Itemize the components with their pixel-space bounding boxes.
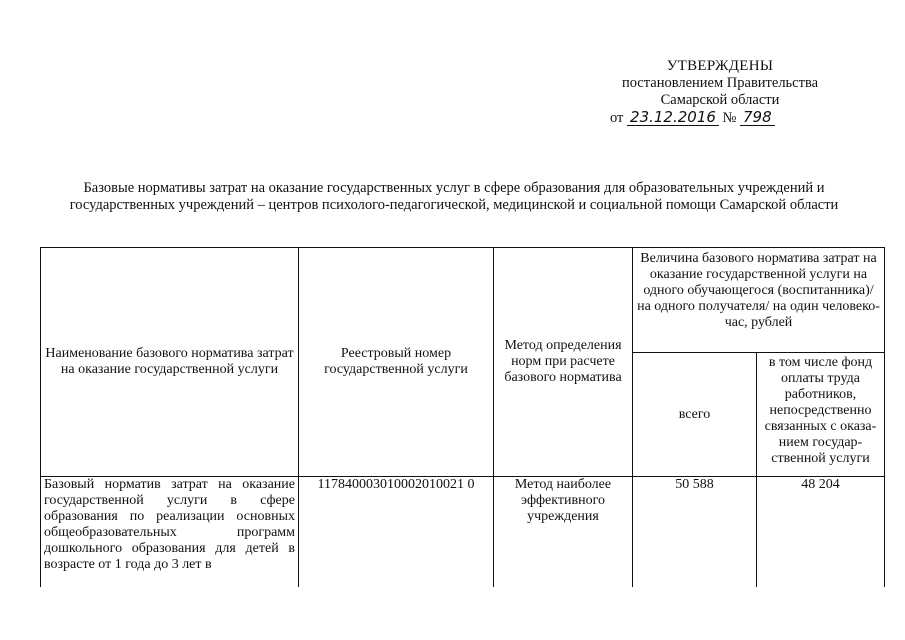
approval-date-line bbox=[610, 110, 840, 127]
date-prefix: от bbox=[610, 110, 624, 126]
header-total: всего bbox=[633, 353, 757, 477]
row-method: Метод наиболее эффективного учреждения bbox=[494, 477, 633, 587]
table-row bbox=[41, 477, 885, 587]
approval-heading: УТВЕРЖДЕНЫ bbox=[666, 58, 774, 74]
norms-table bbox=[40, 247, 885, 587]
header-value: Величина базового норматива затрат на оказание государственной услуги на одного обучающегося (воспитанника)/ на одного получателя/ на один человеко-час, рублей bbox=[633, 248, 885, 353]
row-including: 48 204 bbox=[757, 477, 885, 587]
header-including: в том числе фонд оплаты труда работников, непосредственно связанных с оказа-нием государ-ственной услуги bbox=[757, 353, 885, 477]
header-method: Метод определения норм при расчете базового норматива bbox=[494, 248, 633, 477]
document-title: Базовые нормативы затрат на оказание государственных услуг в сфере образования для образовательных учреждений и государственных учреждений – центров психолого-педагогической, медицинской и социальной помощи Самарской области bbox=[69, 180, 839, 213]
approval-line-2: Самарской области bbox=[660, 92, 780, 108]
approval-block bbox=[600, 58, 840, 127]
row-total: 50 588 bbox=[633, 477, 757, 587]
header-name: Наименование базового норматива затрат на оказание государственной услуги bbox=[41, 248, 299, 477]
handwritten-number: 798 bbox=[740, 110, 775, 126]
handwritten-date: 23.12.2016 bbox=[627, 110, 719, 126]
approval-line-1: постановлением Правительства bbox=[621, 75, 819, 91]
row-registry: 117840003010002010021 0 bbox=[299, 477, 494, 587]
header-row-1 bbox=[41, 248, 885, 353]
number-prefix: № bbox=[722, 110, 737, 126]
header-registry: Реестровый номер государственной услуги bbox=[299, 248, 494, 477]
row-name: Базовый норматив затрат на оказание государственной услуги в сфере образования по реализации основных общеобразовательных программ дошкольного образования для детей в возрасте от 1 года до 3 лет в bbox=[41, 477, 299, 587]
